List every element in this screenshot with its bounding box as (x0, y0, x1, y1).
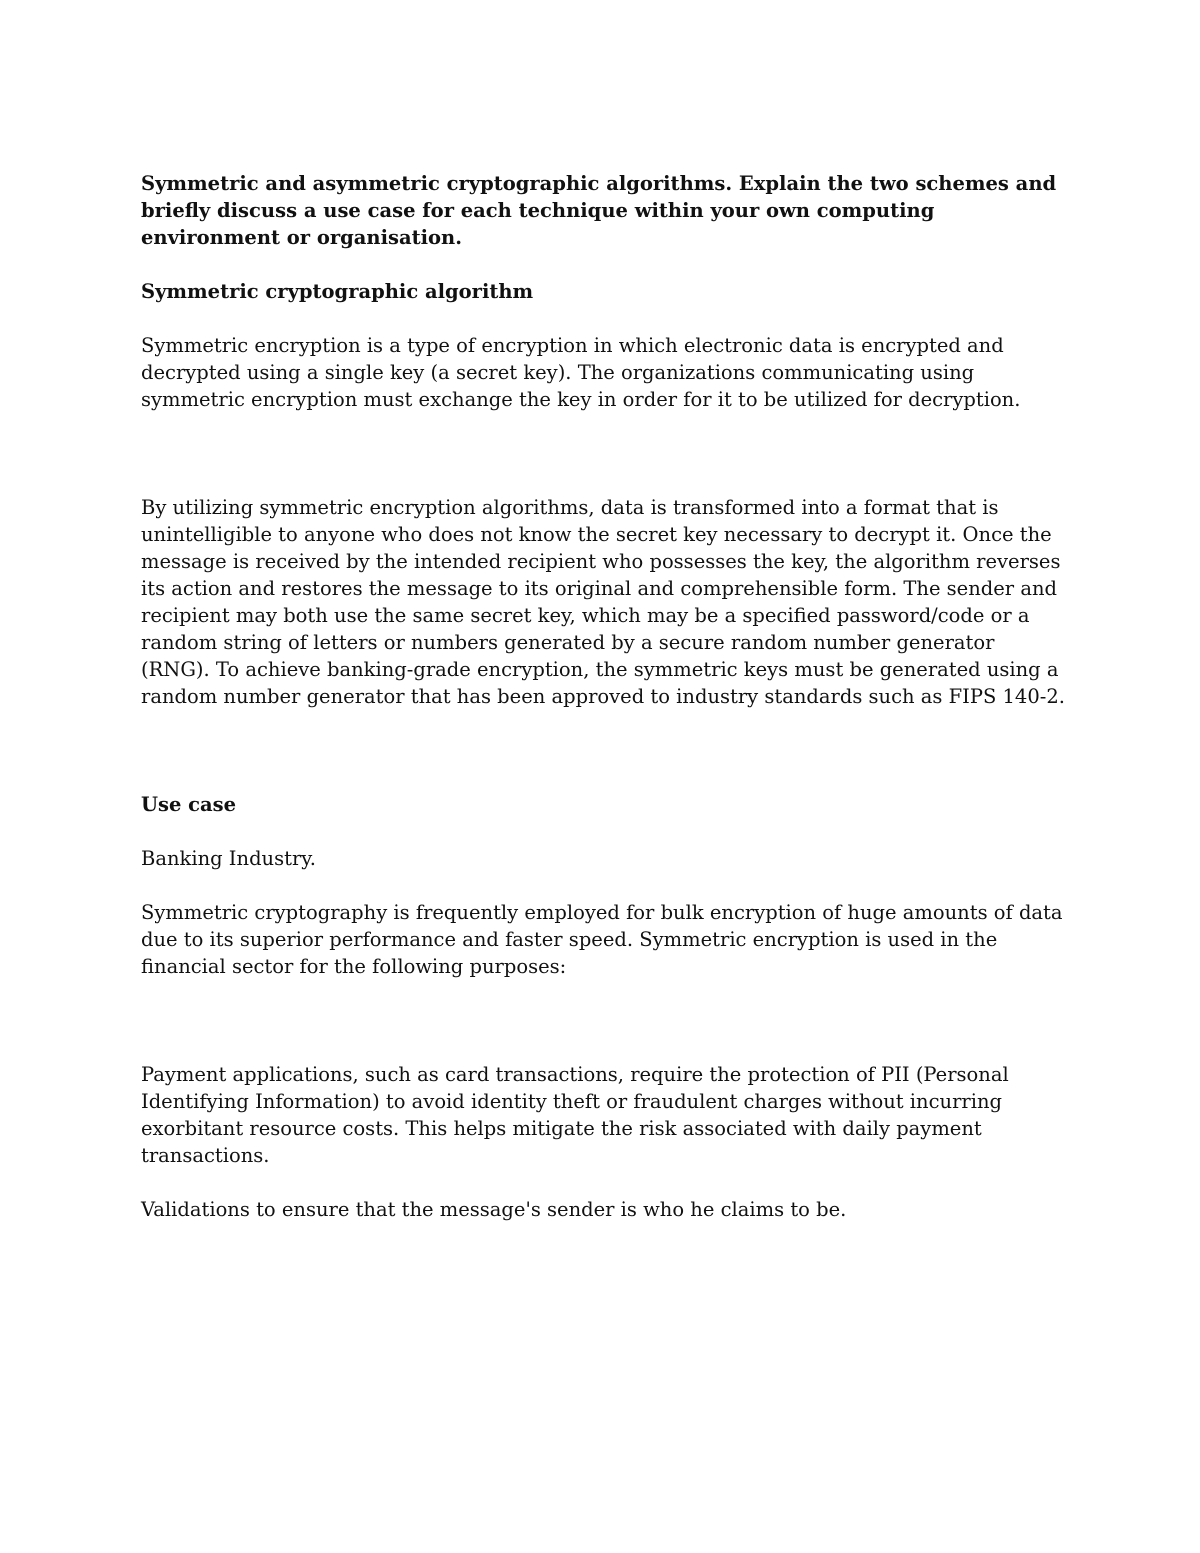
use-case-heading: Use case (141, 793, 237, 816)
document-body (141, 170, 1066, 1223)
use-case-industry: Banking Industry. (141, 847, 316, 870)
question-heading: Symmetric and asymmetric cryptographic algorithms. Explain the two schemes and briefly discuss a use case for each technique within your own computing environment or organisation. (141, 172, 1057, 249)
payment-paragraph: Payment applications, such as card transactions, require the protection of PII (Personal Identifying Information) to avoid identity theft or fraudulent charges without incurring exorbitant resource costs. This helps mitigate the risk associated with daily payment transactions. (141, 1063, 1009, 1167)
process-paragraph: By utilizing symmetric encryption algorithms, data is transformed into a format that is unintelligible to anyone who does not know the secret key necessary to decrypt it. Once the message is received by the intended recipient who possesses the key, the algorithm reverses its action and restores the message to its original and comprehensible form. The sender and recipient may both use the same secret key, which may be a specified password/code or a random string of letters or numbers generated by a secure random number generator (RNG). To achieve banking-grade encryption, the symmetric keys must be generated using a random number generator that has been approved to industry standards such as FIPS 140-2. (141, 496, 1065, 708)
bulk-encryption-paragraph: Symmetric cryptography is frequently employed for bulk encryption of huge amounts of data due to its superior performance and faster speed. Symmetric encryption is used in the financial sector for the following purposes: (141, 901, 1063, 978)
symmetric-heading: Symmetric cryptographic algorithm (141, 280, 534, 303)
definition-paragraph: Symmetric encryption is a type of encryption in which electronic data is encrypted and decrypted using a single key (a secret key). The organizations communicating using symmetric encryption must exchange the key in order for it to be utilized for decryption. (141, 334, 1021, 411)
validation-paragraph: Validations to ensure that the message's sender is who he claims to be. (141, 1198, 847, 1221)
